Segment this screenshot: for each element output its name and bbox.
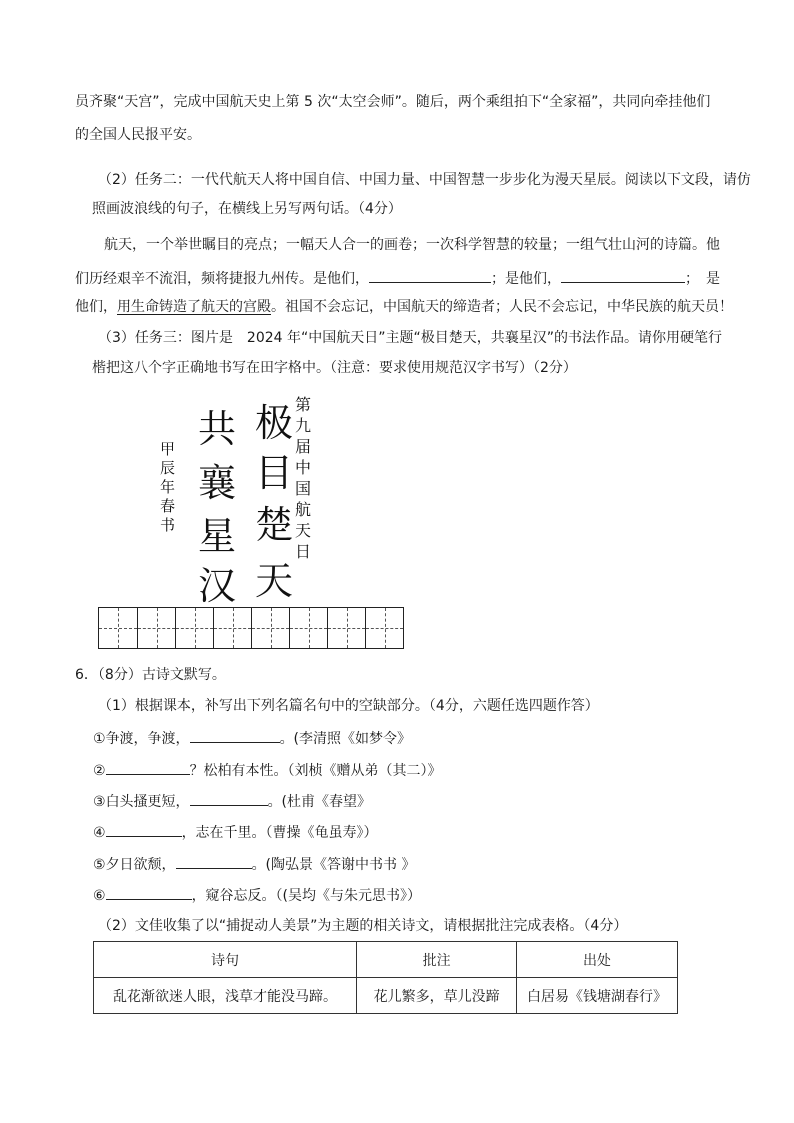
calli-char: 汉 [198,564,237,608]
calli-char: 目 [255,451,294,495]
table-header-cell: 诗句 [94,942,357,978]
item-post: 。(陶弘景《答谢中书书 》 [251,857,416,873]
task2-text-d: 他们， [75,299,117,315]
poem-item-1 [93,728,411,749]
item-post: 。(杜甫《春望》 [267,794,372,810]
calligraphy-image [160,390,390,608]
poem-blank-5[interactable] [176,854,252,869]
task2-blank-1[interactable] [369,268,491,283]
item-pre: 夕日欲颓， [105,857,176,873]
q6-sub1: （1）根据课本，补写出下列名篇名句中的空缺部分。（4分，六题任选四题作答） [98,698,599,714]
grid-cell[interactable] [99,608,137,648]
grid-cell[interactable] [251,608,289,648]
task2-text-c: ； 是 [685,271,720,287]
wavy-underlined-sentence: 用生命铸造了航天的宫殿 [117,299,271,315]
table-header-row [94,942,678,978]
item-post: ？松柏有本性。（刘桢《赠从弟（其二）》 [189,763,442,779]
item-post: ，志在千里。（曹操《龟虽寿》） [181,825,378,841]
item-number: ④ [93,825,106,841]
item-number: ⑤ [93,857,106,873]
poetry-table [93,941,678,1014]
poem-blank-3[interactable] [190,791,268,806]
table-cell[interactable]: 花儿繁多，草儿没蹄 [357,978,517,1014]
table-cell: 白居易《钱塘湖春行》 [517,978,678,1014]
poem-item-2 [93,760,442,781]
grid-cell[interactable] [175,608,213,648]
task2-instruction-1: （2）任务二：一代代航天人将中国自信、中国力量、中国智慧一步步化为漫天星辰。阅读以下文段，请仿 [98,172,751,188]
calli-char: 极 [255,401,294,445]
task2-paragraph-3 [75,297,733,317]
poem-item-3 [93,791,371,812]
grid-cell[interactable] [365,608,403,648]
poem-blank-2[interactable] [106,760,190,775]
task2-instruction-2: 照画波浪线的句子，在横线上另写两句话。（4分） [92,201,402,217]
q6-header: 6．（8分）古诗文默写。 [75,667,226,683]
item-number: ③ [93,794,106,810]
calli-char: 楚 [255,503,294,547]
item-pre: 争渡，争渡， [105,731,190,747]
grid-cell[interactable] [289,608,327,648]
poem-item-5 [93,854,415,875]
calli-inscription-left: 甲辰年春书 [160,440,176,534]
poem-blank-4[interactable] [106,822,182,837]
task3-instruction-1: （3）任务三：图片是 2024 年“中国航天日”主题“极目楚天，共襄星汉”的书法作品。请你用硬笔行 [98,330,722,346]
intro-line-2: 的全国人民报平安。 [75,127,201,143]
table-cell: 乱花渐欲迷人眼，浅草才能没马蹄。 [94,978,357,1014]
tianzige-writing-grid[interactable] [98,607,404,649]
calli-char: 襄 [198,461,237,505]
grid-cell[interactable] [137,608,175,648]
item-number: ⑥ [93,888,106,904]
q6-sub2: （2）文佳收集了以“捕捉动人美景”为主题的相关诗文，请根据批注完成表格。（4分） [98,918,628,934]
intro-line-1: 员齐聚“天宫”，完成中国航天史上第 5 次“太空会师”。随后，两个乘组拍下“全家福”，共同向牵挂他们 [75,94,711,110]
poem-blank-6[interactable] [106,885,192,900]
poem-blank-1[interactable] [190,728,280,743]
table-row [94,978,678,1014]
task2-text-b: ；是他们， [491,271,561,287]
task2-paragraph-2 [75,268,720,289]
poem-item-6 [93,885,421,906]
task2-blank-2[interactable] [561,268,685,283]
grid-cell[interactable] [327,608,365,648]
task2-text-a: 们历经艰辛不流泪，频将捷报九州传。是他们， [75,271,369,287]
task2-paragraph-1: 航天，一个举世瞩目的亮点；一幅天人合一的画卷；一次科学智慧的较量；一组气壮山河的诗篇。他 [104,237,720,253]
calli-char: 共 [198,407,237,451]
task2-text-e: 。祖国不会忘记，中国航天的缔造者；人民不会忘记，中华民族的航天员！ [271,299,733,315]
table-header-cell: 批注 [357,942,517,978]
item-pre: 白头搔更短， [105,794,190,810]
grid-cell[interactable] [213,608,251,648]
poem-item-4 [93,822,378,843]
item-number: ② [93,763,106,779]
task3-instruction-2: 楷把这八个字正确地书写在田字格中。（注意：要求使用规范汉字书写）（2分） [92,360,577,376]
calli-inscription-right: 第九届中国航天日 [295,395,312,561]
item-post: 。(李清照《如梦令》 [279,731,412,747]
item-number: ① [93,731,106,747]
calli-char: 星 [198,514,237,558]
table-header-cell: 出处 [517,942,678,978]
item-post: ，窥谷忘反。（(吴均《与朱元思书》） [191,888,422,904]
calli-char: 天 [255,559,294,603]
